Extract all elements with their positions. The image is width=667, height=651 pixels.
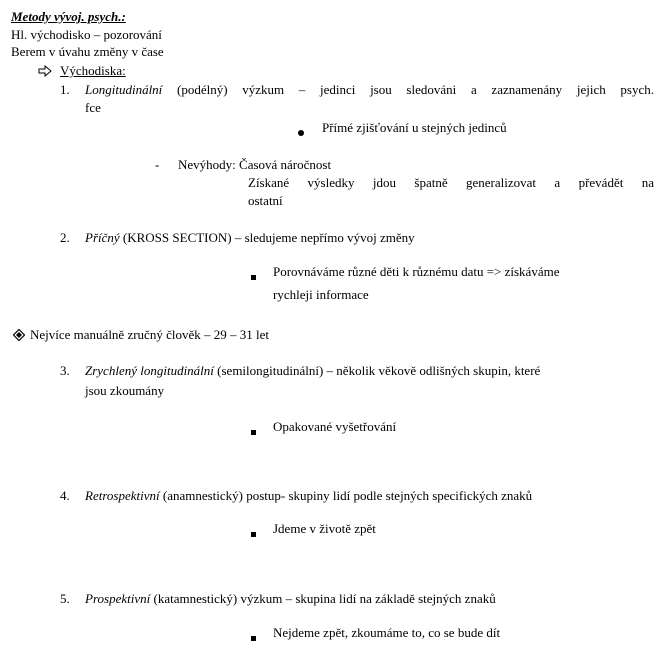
text: (semilongitudinální) – několik věkově odlišných skupin, které: [213, 363, 541, 378]
term: Zrychlený longitudinální: [85, 363, 214, 378]
list-item-pricny: [85, 231, 415, 244]
term: Retrospektivní: [85, 488, 160, 503]
line-vychodisko: Hl. východisko – pozorování: [11, 27, 162, 42]
vychodiska-heading: Východiska:: [60, 63, 126, 78]
bullet-text-cont: rychleji informace: [273, 287, 369, 302]
text: (KROSS SECTION) – sledujeme nepřímo vývoj změny: [119, 230, 415, 245]
nevyhody-line: ostatní: [248, 193, 283, 208]
text: (katamnestický) výzkum – skupina lidí na základě stejných znaků: [150, 591, 496, 606]
list-item-retrospektivni: [85, 489, 532, 502]
dash-marker: -: [155, 157, 160, 172]
bullet-square-icon: [251, 269, 256, 282]
note-text: Nejvíce manuálně zručný člověk – 29 – 31 let: [30, 327, 269, 342]
term: Příčný: [85, 230, 120, 245]
list-item-prospektivni: [85, 592, 496, 605]
diamond-bullet-icon: [13, 329, 25, 341]
hollow-arrow-icon: [38, 65, 52, 77]
bullet-text: Nejdeme zpět, zkoumáme to, co se bude dít: [273, 625, 501, 640]
list-item-zrychleny: [85, 364, 540, 377]
list-item-continuation: fce: [85, 100, 101, 115]
text: (podélný) výzkum – jedinci jsou sledováni a zaznamenány jejich psych.: [162, 82, 654, 97]
list-number: 3.: [60, 363, 70, 378]
bullet-square-icon: [251, 526, 256, 539]
bullet-square-icon: [251, 424, 256, 437]
bullet-text: Přímé zjišťování u stejných jedinců: [322, 120, 507, 135]
list-item-longitudinalni: [85, 83, 654, 96]
list-item-continuation: jsou zkoumány: [85, 383, 165, 398]
list-number: 5.: [60, 591, 70, 606]
bullet-text: Opakované vyšetřování: [273, 419, 397, 434]
list-number: 1.: [60, 82, 70, 97]
nevyhody-label: Nevýhody: Časová náročnost: [178, 157, 332, 172]
text: (anamnestický) postup- skupiny lidí podle stejných specifických znaků: [159, 488, 533, 503]
term: Prospektivní: [85, 591, 151, 606]
document-title: Metody vývoj. psych.:: [11, 9, 126, 24]
bullet-square-icon: [251, 630, 256, 643]
list-number: 4.: [60, 488, 70, 503]
line-zmeny: Berem v úvahu změny v čase: [11, 44, 164, 59]
term: Longitudinální: [85, 82, 163, 97]
nevyhody-line: Získané výsledky jdou špatně generalizovat a převádět na: [248, 175, 654, 190]
list-number: 2.: [60, 230, 70, 245]
bullet-text: Porovnáváme různé děti k různému datu => získáváme: [273, 264, 560, 279]
bullet-text: Jdeme v životě zpět: [273, 521, 376, 536]
bullet-dot-icon: [298, 125, 304, 138]
